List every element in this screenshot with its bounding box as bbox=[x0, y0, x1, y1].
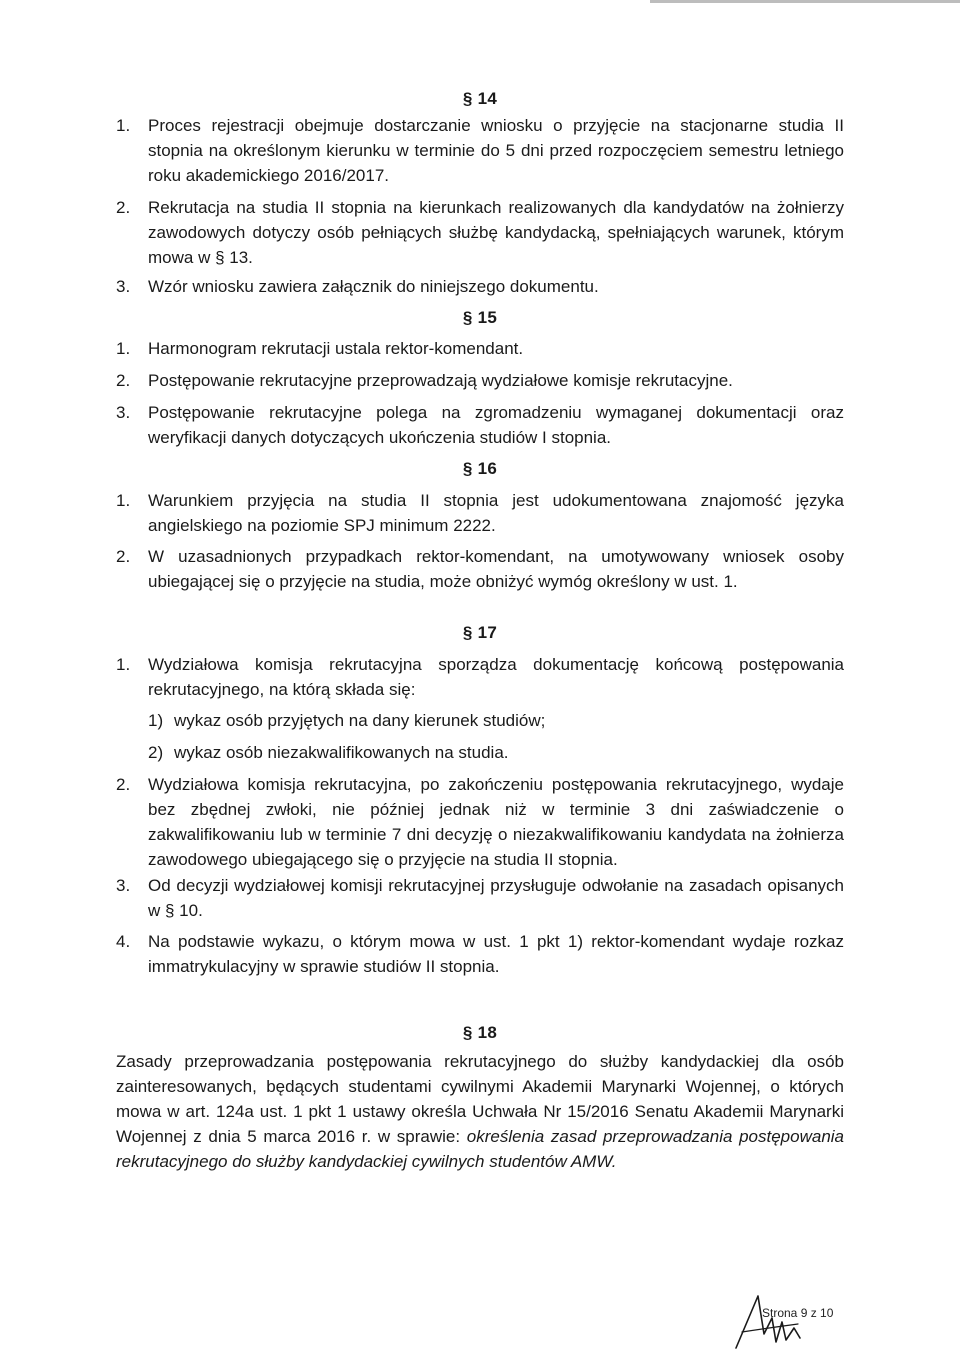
item-text: W uzasadnionych przypadkach rektor-komendant, na umotywowany wniosek osoby ubiegającej się o przyjęcie na studia, może obniżyć wymóg określony w ust. 1. bbox=[148, 547, 844, 591]
s18-paragraph bbox=[116, 1049, 844, 1174]
item-text: Wydziałowa komisja rekrutacyjna sporządza dokumentację końcową postępowania rekrutacyjnego, na którą składa się: bbox=[148, 655, 844, 699]
item-number: 2. bbox=[116, 371, 131, 390]
item-number: 2. bbox=[116, 547, 131, 566]
s17-item-1 bbox=[116, 652, 844, 702]
subitem-text: wykaz osób przyjętych na dany kierunek studiów; bbox=[174, 711, 546, 730]
item-text: Postępowanie rekrutacyjne polega na zgromadzeniu wymaganej dokumentacji oraz weryfikacji danych dotyczących ukończenia studiów I stopnia. bbox=[148, 403, 844, 447]
s14-item-2 bbox=[116, 195, 844, 270]
s17-item-4 bbox=[116, 929, 844, 979]
item-number: 1. bbox=[116, 491, 131, 510]
subitem-text: wykaz osób niezakwalifikowanych na studia. bbox=[174, 743, 509, 762]
section-14-heading: § 14 bbox=[462, 89, 498, 108]
section-18-heading: § 18 bbox=[462, 1023, 498, 1042]
s16-item-1 bbox=[116, 488, 844, 538]
item-number: 3. bbox=[116, 876, 131, 895]
item-number: 2. bbox=[116, 198, 131, 217]
item-text: Proces rejestracji obejmuje dostarczanie wniosku o przyjęcie na stacjonarne studia II stopnia na określonym kierunku w terminie do 5 dni przed rozpoczęciem semestru letniego roku akademickiego 2016/2017. bbox=[148, 116, 844, 185]
item-number: 2. bbox=[116, 775, 131, 794]
page-number: Strona 9 z 10 bbox=[762, 1306, 834, 1320]
s18-paragraph-italic: określenia zasad przeprowadzania postępowania rekrutacyjnego do służby kandydackiej cywilnych studentów AMW. bbox=[116, 1127, 845, 1171]
s15-item-1 bbox=[116, 336, 844, 361]
item-text: Od decyzji wydziałowej komisji rekrutacyjnej przysługuje odwołanie na zasadach opisanych w § 10. bbox=[148, 876, 844, 920]
item-text: Warunkiem przyjęcia na studia II stopnia jest udokumentowana znajomość języka angielskiego na poziomie SPJ minimum 2222. bbox=[148, 491, 844, 535]
s15-item-3 bbox=[116, 400, 844, 450]
subitem-number: 1) bbox=[148, 711, 164, 730]
s18-paragraph-text: Zasady przeprowadzania postępowania rekrutacyjnego do służby kandydackiej dla osób zainteresowanych, będących studentami cywilnymi Akademii Marynarki Wojennej, o których mowa w art. 124a ust. 1 pkt 1 ustawy określa Uchwała Nr 15/2016 Senatu Akademii Marynarki Wojennej z dnia 5 marca 2016 r. w sprawie: bbox=[116, 1052, 844, 1146]
item-number: 1. bbox=[116, 116, 131, 135]
section-17-heading: § 17 bbox=[462, 623, 498, 642]
item-text: Rekrutacja na studia II stopnia na kierunkach realizowanych dla kandydatów na żołnierzy zawodowych dotyczy osób pełniących służbę kandydacką, spełniających warunek, którym mowa w § 13. bbox=[148, 198, 844, 267]
s17-subitem-2 bbox=[148, 740, 838, 765]
subitem-number: 2) bbox=[148, 743, 164, 762]
signature-icon bbox=[728, 1288, 838, 1354]
s17-subitem-1 bbox=[148, 708, 838, 733]
item-number: 1. bbox=[116, 339, 131, 358]
s16-item-2 bbox=[116, 544, 844, 594]
item-number: 3. bbox=[116, 277, 131, 296]
s17-item-2 bbox=[116, 772, 844, 872]
item-text: Na podstawie wykazu, o którym mowa w ust. 1 pkt 1) rektor-komendant wydaje rozkaz immatrykulacyjny w sprawie studiów II stopnia. bbox=[148, 932, 844, 976]
item-text: Postępowanie rekrutacyjne przeprowadzają wydziałowe komisje rekrutacyjne. bbox=[148, 371, 733, 390]
item-text: Wzór wniosku zawiera załącznik do niniejszego dokumentu. bbox=[148, 277, 599, 296]
s17-item-3 bbox=[116, 873, 844, 923]
item-number: 4. bbox=[116, 932, 131, 951]
item-number: 3. bbox=[116, 403, 131, 422]
item-text: Wydziałowa komisja rekrutacyjna, po zakończeniu postępowania rekrutacyjnego, wydaje bez zbędnej zwłoki, nie później jednak niż w terminie 3 dni zaświadczenie o zakwalifikowaniu lub w terminie 7 dni decyzję o niezakwalifikowaniu kandydata na żołnierza zawodowego ubiegającego się o przyjęcie na studia II stopnia. bbox=[148, 775, 844, 869]
s14-item-1 bbox=[116, 113, 844, 188]
section-15-heading: § 15 bbox=[462, 308, 498, 327]
item-text: Harmonogram rekrutacji ustala rektor-komendant. bbox=[148, 339, 524, 358]
s14-item-3 bbox=[116, 274, 844, 299]
item-number: 1. bbox=[116, 655, 131, 674]
section-16-heading: § 16 bbox=[462, 459, 498, 478]
s15-item-2 bbox=[116, 368, 844, 393]
